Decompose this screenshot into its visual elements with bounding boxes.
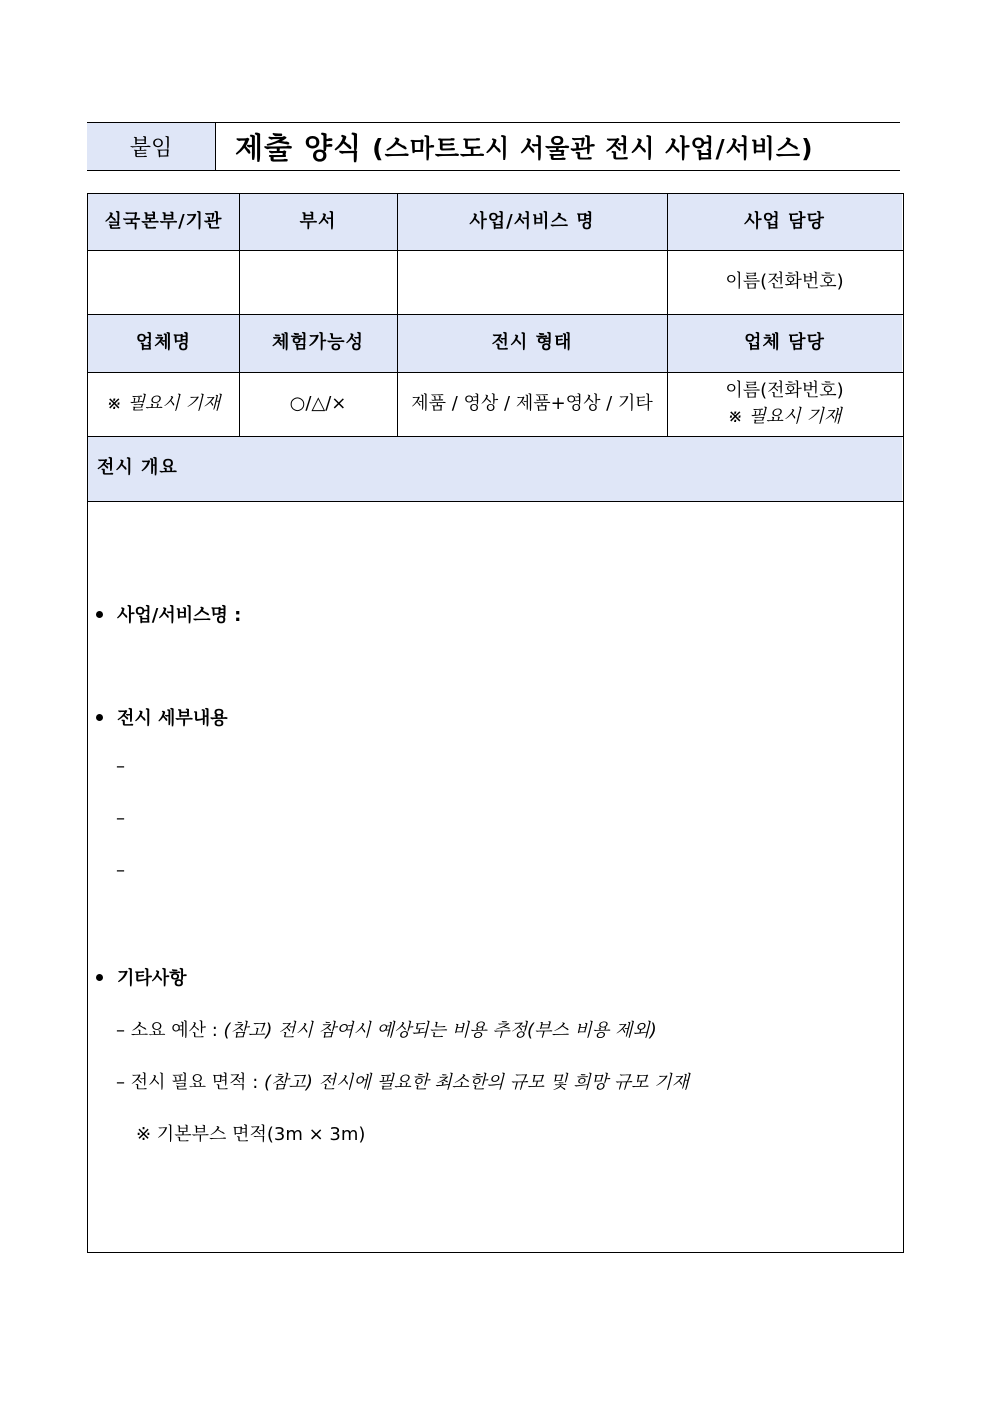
detail-entry[interactable]: – <box>116 756 125 777</box>
value-project-manager[interactable]: 이름(전화번호) <box>725 270 844 292</box>
overview-header: 전시 개요 <box>88 436 902 501</box>
value-company-name[interactable]: ※ 필요시 기재 <box>106 392 221 414</box>
grid-line <box>88 372 903 373</box>
header-company-contact: 업체 담당 <box>667 314 902 372</box>
value-department-org[interactable] <box>88 250 239 314</box>
detail-label: 전시 세부내용 <box>117 708 228 729</box>
title-main: 제출 양식 <box>235 131 363 165</box>
attachment-tag: 붙임 <box>87 123 216 170</box>
detail-entry[interactable]: – <box>116 860 125 881</box>
bullet-icon <box>96 714 103 721</box>
budget-note: (참고) 전시 참여시 예상되는 비용 추정(부스 비용 제외) <box>223 1020 657 1041</box>
value-division[interactable] <box>239 250 397 314</box>
area-line <box>116 1068 689 1094</box>
value-service-name[interactable] <box>397 250 667 314</box>
header-experience: 체험가능성 <box>239 314 397 372</box>
value-experience[interactable]: ○/△/× <box>289 392 347 414</box>
company-contact-note: ※ 필요시 기재 <box>727 406 842 427</box>
detail-entry[interactable]: – <box>116 808 125 829</box>
other-item <box>96 964 187 990</box>
title-bar <box>87 122 900 171</box>
company-contact-name: 이름(전화번호) <box>725 379 844 401</box>
header-department-org: 실국본부/기관 <box>88 194 239 250</box>
service-name-label: 사업/서비스명 : <box>117 605 242 626</box>
bullet-icon <box>96 611 103 618</box>
grid-line <box>667 194 668 436</box>
header-exhibit-type: 전시 형태 <box>397 314 667 372</box>
header-company-name: 업체명 <box>88 314 239 372</box>
area-note: (참고) 전시에 필요한 최소한의 규모 및 희망 규모 기재 <box>264 1072 689 1093</box>
service-name-item <box>96 601 241 627</box>
booth-note: ※ 기본부스 면적(3m × 3m) <box>136 1124 366 1145</box>
overview-content[interactable] <box>88 501 903 1252</box>
budget-label: – 소요 예산 : <box>116 1020 218 1041</box>
other-label: 기타사항 <box>117 968 187 989</box>
value-exhibit-type[interactable]: 제품 / 영상 / 제품+영상 / 기타 <box>411 392 653 414</box>
submission-form-table <box>87 193 904 1253</box>
header-service-name: 사업/서비스 명 <box>397 194 667 250</box>
grid-line <box>239 194 240 436</box>
title-sub: (스마트도시 서울관 전시 사업/서비스) <box>372 133 814 163</box>
budget-line <box>116 1016 657 1042</box>
bullet-icon <box>96 974 103 981</box>
grid-line <box>397 194 398 436</box>
page-title <box>235 123 814 170</box>
header-project-manager: 사업 담당 <box>667 194 902 250</box>
area-label: – 전시 필요 면적 : <box>116 1072 259 1093</box>
grid-line <box>88 314 903 315</box>
detail-item <box>96 704 228 730</box>
grid-line <box>88 436 903 437</box>
header-division: 부서 <box>239 194 397 250</box>
grid-line <box>88 250 903 251</box>
value-company-contact[interactable] <box>667 372 902 436</box>
